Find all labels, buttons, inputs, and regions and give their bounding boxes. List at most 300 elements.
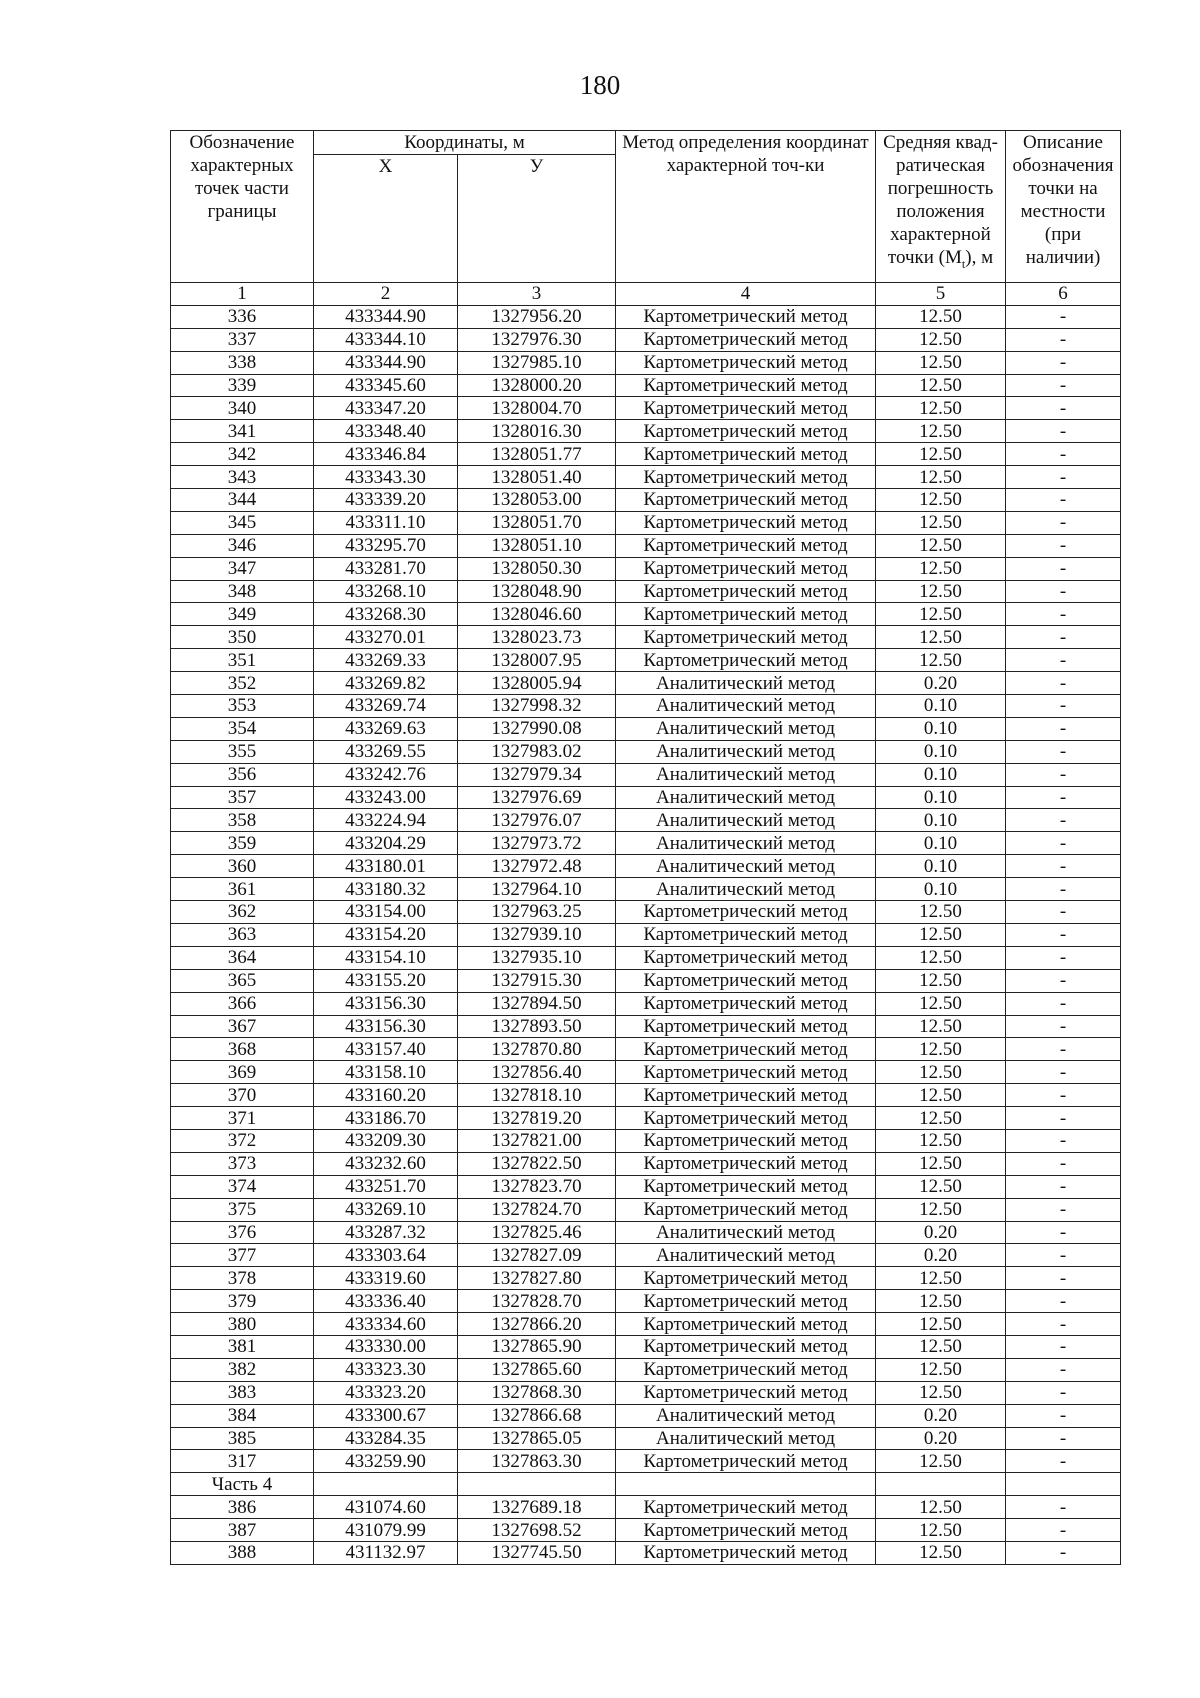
y-coordinate: 1327963.25 <box>458 901 616 924</box>
table-row <box>171 1244 1121 1267</box>
mean-square-error: 12.50 <box>876 511 1006 534</box>
method: Картометрический метод <box>616 1313 876 1336</box>
mean-square-error: 0.10 <box>876 832 1006 855</box>
mean-square-error: 12.50 <box>876 420 1006 443</box>
mean-square-error: 12.50 <box>876 1267 1006 1290</box>
method: Картометрический метод <box>616 374 876 397</box>
x-coordinate: 433155.20 <box>314 969 458 992</box>
description: - <box>1006 511 1121 534</box>
description: - <box>1006 374 1121 397</box>
table-row <box>171 901 1121 924</box>
table-row <box>171 489 1121 512</box>
y-coordinate: 1327822.50 <box>458 1152 616 1175</box>
table-row <box>171 1290 1121 1313</box>
mean-square-error: 12.50 <box>876 1038 1006 1061</box>
point-id: 373 <box>171 1152 314 1175</box>
x-coordinate: 433154.00 <box>314 901 458 924</box>
y-coordinate: 1328048.90 <box>458 580 616 603</box>
mean-square-error: 12.50 <box>876 466 1006 489</box>
point-id: 356 <box>171 763 314 786</box>
column-number: 5 <box>876 283 1006 306</box>
part-separator-row <box>171 1473 1121 1496</box>
table-row <box>171 511 1121 534</box>
x-coordinate: 433319.60 <box>314 1267 458 1290</box>
description: - <box>1006 1061 1121 1084</box>
method: Картометрический метод <box>616 901 876 924</box>
table-row <box>171 1152 1121 1175</box>
mean-square-error: 12.50 <box>876 305 1006 328</box>
y-coordinate: 1327828.70 <box>458 1290 616 1313</box>
x-coordinate: 433232.60 <box>314 1152 458 1175</box>
point-id: 381 <box>171 1335 314 1358</box>
table-row <box>171 626 1121 649</box>
point-id: 337 <box>171 328 314 351</box>
table-row <box>171 1381 1121 1404</box>
x-coordinate: 433157.40 <box>314 1038 458 1061</box>
mean-square-error: 12.50 <box>876 1313 1006 1336</box>
description: - <box>1006 832 1121 855</box>
table-row <box>171 695 1121 718</box>
y-coordinate: 1327865.90 <box>458 1335 616 1358</box>
point-id: 367 <box>171 1015 314 1038</box>
method: Картометрический метод <box>616 1290 876 1313</box>
method: Картометрический метод <box>616 1450 876 1473</box>
method: Картометрический метод <box>616 923 876 946</box>
y-coordinate: 1328005.94 <box>458 672 616 695</box>
table-row <box>171 923 1121 946</box>
x-coordinate: 433268.30 <box>314 603 458 626</box>
description: - <box>1006 992 1121 1015</box>
table-body <box>171 283 1121 1565</box>
x-coordinate: 433348.40 <box>314 420 458 443</box>
y-coordinate: 1327979.34 <box>458 763 616 786</box>
mean-square-error: 0.10 <box>876 740 1006 763</box>
y-coordinate: 1328051.10 <box>458 534 616 557</box>
empty-cell <box>458 1473 616 1496</box>
point-id: 317 <box>171 1450 314 1473</box>
description: - <box>1006 1496 1121 1519</box>
point-id: 366 <box>171 992 314 1015</box>
column-number: 6 <box>1006 283 1121 306</box>
y-coordinate: 1327998.32 <box>458 695 616 718</box>
table-row <box>171 443 1121 466</box>
method: Аналитический метод <box>616 763 876 786</box>
table-row <box>171 1038 1121 1061</box>
mean-square-error: 12.50 <box>876 923 1006 946</box>
table-row <box>171 466 1121 489</box>
point-id: 338 <box>171 351 314 374</box>
mean-square-error: 0.20 <box>876 1427 1006 1450</box>
point-id: 372 <box>171 1129 314 1152</box>
x-coordinate: 433311.10 <box>314 511 458 534</box>
table-row <box>171 1450 1121 1473</box>
point-id: 376 <box>171 1221 314 1244</box>
point-id: 383 <box>171 1381 314 1404</box>
mean-square-error: 12.50 <box>876 1061 1006 1084</box>
mean-square-error: 0.20 <box>876 1404 1006 1427</box>
table-row <box>171 397 1121 420</box>
mean-square-error: 12.50 <box>876 557 1006 580</box>
point-id: 344 <box>171 489 314 512</box>
y-coordinate: 1327915.30 <box>458 969 616 992</box>
description: - <box>1006 763 1121 786</box>
point-id: 386 <box>171 1496 314 1519</box>
point-id: 343 <box>171 466 314 489</box>
table-row <box>171 855 1121 878</box>
mean-square-error: 12.50 <box>876 1152 1006 1175</box>
mean-square-error: 12.50 <box>876 1358 1006 1381</box>
description: - <box>1006 1313 1121 1336</box>
y-coordinate: 1327745.50 <box>458 1541 616 1564</box>
x-coordinate: 433268.10 <box>314 580 458 603</box>
table-row <box>171 786 1121 809</box>
method: Аналитический метод <box>616 717 876 740</box>
point-id: 369 <box>171 1061 314 1084</box>
method: Аналитический метод <box>616 672 876 695</box>
table-row <box>171 809 1121 832</box>
table-row <box>171 1175 1121 1198</box>
method: Аналитический метод <box>616 809 876 832</box>
y-coordinate: 1327973.72 <box>458 832 616 855</box>
description: - <box>1006 557 1121 580</box>
method: Картометрический метод <box>616 328 876 351</box>
method: Картометрический метод <box>616 969 876 992</box>
table-row <box>171 878 1121 901</box>
table-row <box>171 969 1121 992</box>
description: - <box>1006 1175 1121 1198</box>
x-coordinate: 433186.70 <box>314 1107 458 1130</box>
table-row <box>171 1496 1121 1519</box>
description: - <box>1006 328 1121 351</box>
table-row <box>171 328 1121 351</box>
mean-square-error: 12.50 <box>876 603 1006 626</box>
x-coordinate: 431074.60 <box>314 1496 458 1519</box>
point-id: 388 <box>171 1541 314 1564</box>
method: Аналитический метод <box>616 740 876 763</box>
method: Картометрический метод <box>616 1198 876 1221</box>
point-id: 354 <box>171 717 314 740</box>
mean-square-error: 12.50 <box>876 1129 1006 1152</box>
empty-cell <box>1006 1473 1121 1496</box>
description: - <box>1006 672 1121 695</box>
y-coordinate: 1327865.60 <box>458 1358 616 1381</box>
point-id: 342 <box>171 443 314 466</box>
table-row <box>171 1313 1121 1336</box>
method: Картометрический метод <box>616 1267 876 1290</box>
x-coordinate: 433269.63 <box>314 717 458 740</box>
x-coordinate: 433347.20 <box>314 397 458 420</box>
description: - <box>1006 466 1121 489</box>
point-id: 380 <box>171 1313 314 1336</box>
x-coordinate: 433209.30 <box>314 1129 458 1152</box>
description: - <box>1006 1519 1121 1542</box>
method: Аналитический метод <box>616 878 876 901</box>
table-row <box>171 351 1121 374</box>
mean-square-error: 0.20 <box>876 1244 1006 1267</box>
table-row <box>171 672 1121 695</box>
header-coordinates: Координаты, м <box>314 131 616 155</box>
description: - <box>1006 1129 1121 1152</box>
x-coordinate: 433334.60 <box>314 1313 458 1336</box>
column-number: 2 <box>314 283 458 306</box>
description: - <box>1006 1358 1121 1381</box>
point-id: 346 <box>171 534 314 557</box>
x-coordinate: 433284.35 <box>314 1427 458 1450</box>
x-coordinate: 431132.97 <box>314 1541 458 1564</box>
x-coordinate: 433204.29 <box>314 832 458 855</box>
mean-square-error: 0.20 <box>876 672 1006 695</box>
mean-square-error: 12.50 <box>876 489 1006 512</box>
table-row <box>171 1519 1121 1542</box>
x-coordinate: 433156.30 <box>314 1015 458 1038</box>
y-coordinate: 1327866.68 <box>458 1404 616 1427</box>
description: - <box>1006 969 1121 992</box>
mean-square-error: 12.50 <box>876 1084 1006 1107</box>
mean-square-error: 0.10 <box>876 695 1006 718</box>
description: - <box>1006 1541 1121 1564</box>
description: - <box>1006 580 1121 603</box>
method: Аналитический метод <box>616 1221 876 1244</box>
x-coordinate: 433180.01 <box>314 855 458 878</box>
y-coordinate: 1327856.40 <box>458 1061 616 1084</box>
point-id: 351 <box>171 649 314 672</box>
y-coordinate: 1327976.07 <box>458 809 616 832</box>
y-coordinate: 1327976.30 <box>458 328 616 351</box>
y-coordinate: 1328051.77 <box>458 443 616 466</box>
description: - <box>1006 534 1121 557</box>
mean-square-error: 12.50 <box>876 351 1006 374</box>
y-coordinate: 1327983.02 <box>458 740 616 763</box>
x-coordinate: 433251.70 <box>314 1175 458 1198</box>
header-point-designation: Обозначение характерных точек части границы <box>171 131 314 283</box>
mean-square-error: 12.50 <box>876 992 1006 1015</box>
x-coordinate: 433224.94 <box>314 809 458 832</box>
table-row <box>171 832 1121 855</box>
description: - <box>1006 420 1121 443</box>
mean-square-error: 12.50 <box>876 626 1006 649</box>
description: - <box>1006 305 1121 328</box>
mean-square-error: 12.50 <box>876 328 1006 351</box>
description: - <box>1006 923 1121 946</box>
method: Картометрический метод <box>616 397 876 420</box>
x-coordinate: 433269.74 <box>314 695 458 718</box>
description: - <box>1006 1427 1121 1450</box>
description: - <box>1006 1244 1121 1267</box>
mean-square-error: 12.50 <box>876 443 1006 466</box>
y-coordinate: 1328023.73 <box>458 626 616 649</box>
method: Картометрический метод <box>616 1381 876 1404</box>
header-mean-square-error: Средняя квад-ратическая погрешность положения характерной точки $(M_t)$, м <box>876 131 1006 283</box>
x-coordinate: 433345.60 <box>314 374 458 397</box>
x-coordinate: 433300.67 <box>314 1404 458 1427</box>
x-coordinate: 433344.10 <box>314 328 458 351</box>
x-coordinate: 433281.70 <box>314 557 458 580</box>
x-coordinate: 433269.33 <box>314 649 458 672</box>
description: - <box>1006 855 1121 878</box>
x-coordinate: 433343.30 <box>314 466 458 489</box>
mean-square-error: 0.20 <box>876 1221 1006 1244</box>
mean-square-error: 12.50 <box>876 1107 1006 1130</box>
mean-square-error: 12.50 <box>876 901 1006 924</box>
empty-cell <box>616 1473 876 1496</box>
method: Картометрический метод <box>616 1175 876 1198</box>
mean-square-error: 12.50 <box>876 1519 1006 1542</box>
description: - <box>1006 695 1121 718</box>
point-id: 347 <box>171 557 314 580</box>
method: Картометрический метод <box>616 351 876 374</box>
y-coordinate: 1327689.18 <box>458 1496 616 1519</box>
table-row <box>171 1107 1121 1130</box>
table-row <box>171 1541 1121 1564</box>
point-id: 364 <box>171 946 314 969</box>
method: Аналитический метод <box>616 855 876 878</box>
y-coordinate: 1328051.40 <box>458 466 616 489</box>
x-coordinate: 433269.82 <box>314 672 458 695</box>
part-label: Часть 4 <box>171 1473 314 1496</box>
empty-cell <box>876 1473 1006 1496</box>
method: Аналитический метод <box>616 786 876 809</box>
description: - <box>1006 626 1121 649</box>
x-coordinate: 431079.99 <box>314 1519 458 1542</box>
mean-square-error: 12.50 <box>876 1175 1006 1198</box>
y-coordinate: 1327870.80 <box>458 1038 616 1061</box>
point-id: 368 <box>171 1038 314 1061</box>
description: - <box>1006 1335 1121 1358</box>
method: Аналитический метод <box>616 832 876 855</box>
method: Картометрический метод <box>616 511 876 534</box>
y-coordinate: 1327827.09 <box>458 1244 616 1267</box>
y-coordinate: 1328000.20 <box>458 374 616 397</box>
table-row <box>171 992 1121 1015</box>
x-coordinate: 433330.00 <box>314 1335 458 1358</box>
page-number: 180 <box>579 70 621 100</box>
point-id: 384 <box>171 1404 314 1427</box>
mean-square-error: 12.50 <box>876 946 1006 969</box>
x-coordinate: 433243.00 <box>314 786 458 809</box>
x-coordinate: 433158.10 <box>314 1061 458 1084</box>
y-coordinate: 1327956.20 <box>458 305 616 328</box>
table-row <box>171 1335 1121 1358</box>
point-id: 345 <box>171 511 314 534</box>
header-y: У <box>458 155 616 283</box>
x-coordinate: 433303.64 <box>314 1244 458 1267</box>
mean-square-error: 12.50 <box>876 1198 1006 1221</box>
description: - <box>1006 717 1121 740</box>
method: Картометрический метод <box>616 1496 876 1519</box>
table-row <box>171 374 1121 397</box>
point-id: 362 <box>171 901 314 924</box>
point-id: 374 <box>171 1175 314 1198</box>
table-row <box>171 1427 1121 1450</box>
coordinates-table <box>170 130 1121 1565</box>
description: - <box>1006 443 1121 466</box>
header-method: Метод определения координат характерной точ-ки <box>616 131 876 283</box>
point-id: 370 <box>171 1084 314 1107</box>
mean-square-error: 12.50 <box>876 1541 1006 1564</box>
point-id: 382 <box>171 1358 314 1381</box>
y-coordinate: 1328004.70 <box>458 397 616 420</box>
x-coordinate: 433160.20 <box>314 1084 458 1107</box>
x-coordinate: 433295.70 <box>314 534 458 557</box>
description: - <box>1006 397 1121 420</box>
table-row <box>171 740 1121 763</box>
description: - <box>1006 489 1121 512</box>
description: - <box>1006 901 1121 924</box>
point-id: 357 <box>171 786 314 809</box>
y-coordinate: 1327823.70 <box>458 1175 616 1198</box>
description: - <box>1006 649 1121 672</box>
method: Картометрический метод <box>616 1129 876 1152</box>
point-id: 379 <box>171 1290 314 1313</box>
x-coordinate: 433323.20 <box>314 1381 458 1404</box>
point-id: 363 <box>171 923 314 946</box>
description: - <box>1006 1107 1121 1130</box>
method: Картометрический метод <box>616 1107 876 1130</box>
description: - <box>1006 809 1121 832</box>
table-row <box>171 1084 1121 1107</box>
point-id: 336 <box>171 305 314 328</box>
table-row <box>171 603 1121 626</box>
x-coordinate: 433270.01 <box>314 626 458 649</box>
point-id: 378 <box>171 1267 314 1290</box>
mean-square-error: 12.50 <box>876 374 1006 397</box>
table-row <box>171 420 1121 443</box>
table-row <box>171 1267 1121 1290</box>
y-coordinate: 1327824.70 <box>458 1198 616 1221</box>
method: Картометрический метод <box>616 1519 876 1542</box>
x-coordinate: 433344.90 <box>314 351 458 374</box>
point-id: 360 <box>171 855 314 878</box>
mean-square-error: 12.50 <box>876 580 1006 603</box>
mean-square-error: 12.50 <box>876 397 1006 420</box>
point-id: 358 <box>171 809 314 832</box>
y-coordinate: 1328046.60 <box>458 603 616 626</box>
description: - <box>1006 1038 1121 1061</box>
point-id: 341 <box>171 420 314 443</box>
table-header <box>171 131 1121 283</box>
table-row <box>171 1129 1121 1152</box>
description: - <box>1006 1450 1121 1473</box>
method: Аналитический метод <box>616 695 876 718</box>
mean-square-error: 0.10 <box>876 763 1006 786</box>
mean-square-error: 12.50 <box>876 969 1006 992</box>
method: Картометрический метод <box>616 1061 876 1084</box>
table-row <box>171 1358 1121 1381</box>
description: - <box>1006 1152 1121 1175</box>
y-coordinate: 1327868.30 <box>458 1381 616 1404</box>
method: Картометрический метод <box>616 992 876 1015</box>
point-id: 340 <box>171 397 314 420</box>
column-number: 1 <box>171 283 314 306</box>
description: - <box>1006 740 1121 763</box>
column-number-row <box>171 283 1121 306</box>
table-row <box>171 580 1121 603</box>
method: Картометрический метод <box>616 1541 876 1564</box>
y-coordinate: 1327825.46 <box>458 1221 616 1244</box>
y-coordinate: 1327893.50 <box>458 1015 616 1038</box>
mean-square-error: 12.50 <box>876 1015 1006 1038</box>
y-coordinate: 1327964.10 <box>458 878 616 901</box>
y-coordinate: 1328007.95 <box>458 649 616 672</box>
y-coordinate: 1327698.52 <box>458 1519 616 1542</box>
point-id: 375 <box>171 1198 314 1221</box>
method: Картометрический метод <box>616 1084 876 1107</box>
table-row <box>171 717 1121 740</box>
table-row <box>171 557 1121 580</box>
point-id: 359 <box>171 832 314 855</box>
mean-square-error: 12.50 <box>876 1450 1006 1473</box>
y-coordinate: 1327866.20 <box>458 1313 616 1336</box>
